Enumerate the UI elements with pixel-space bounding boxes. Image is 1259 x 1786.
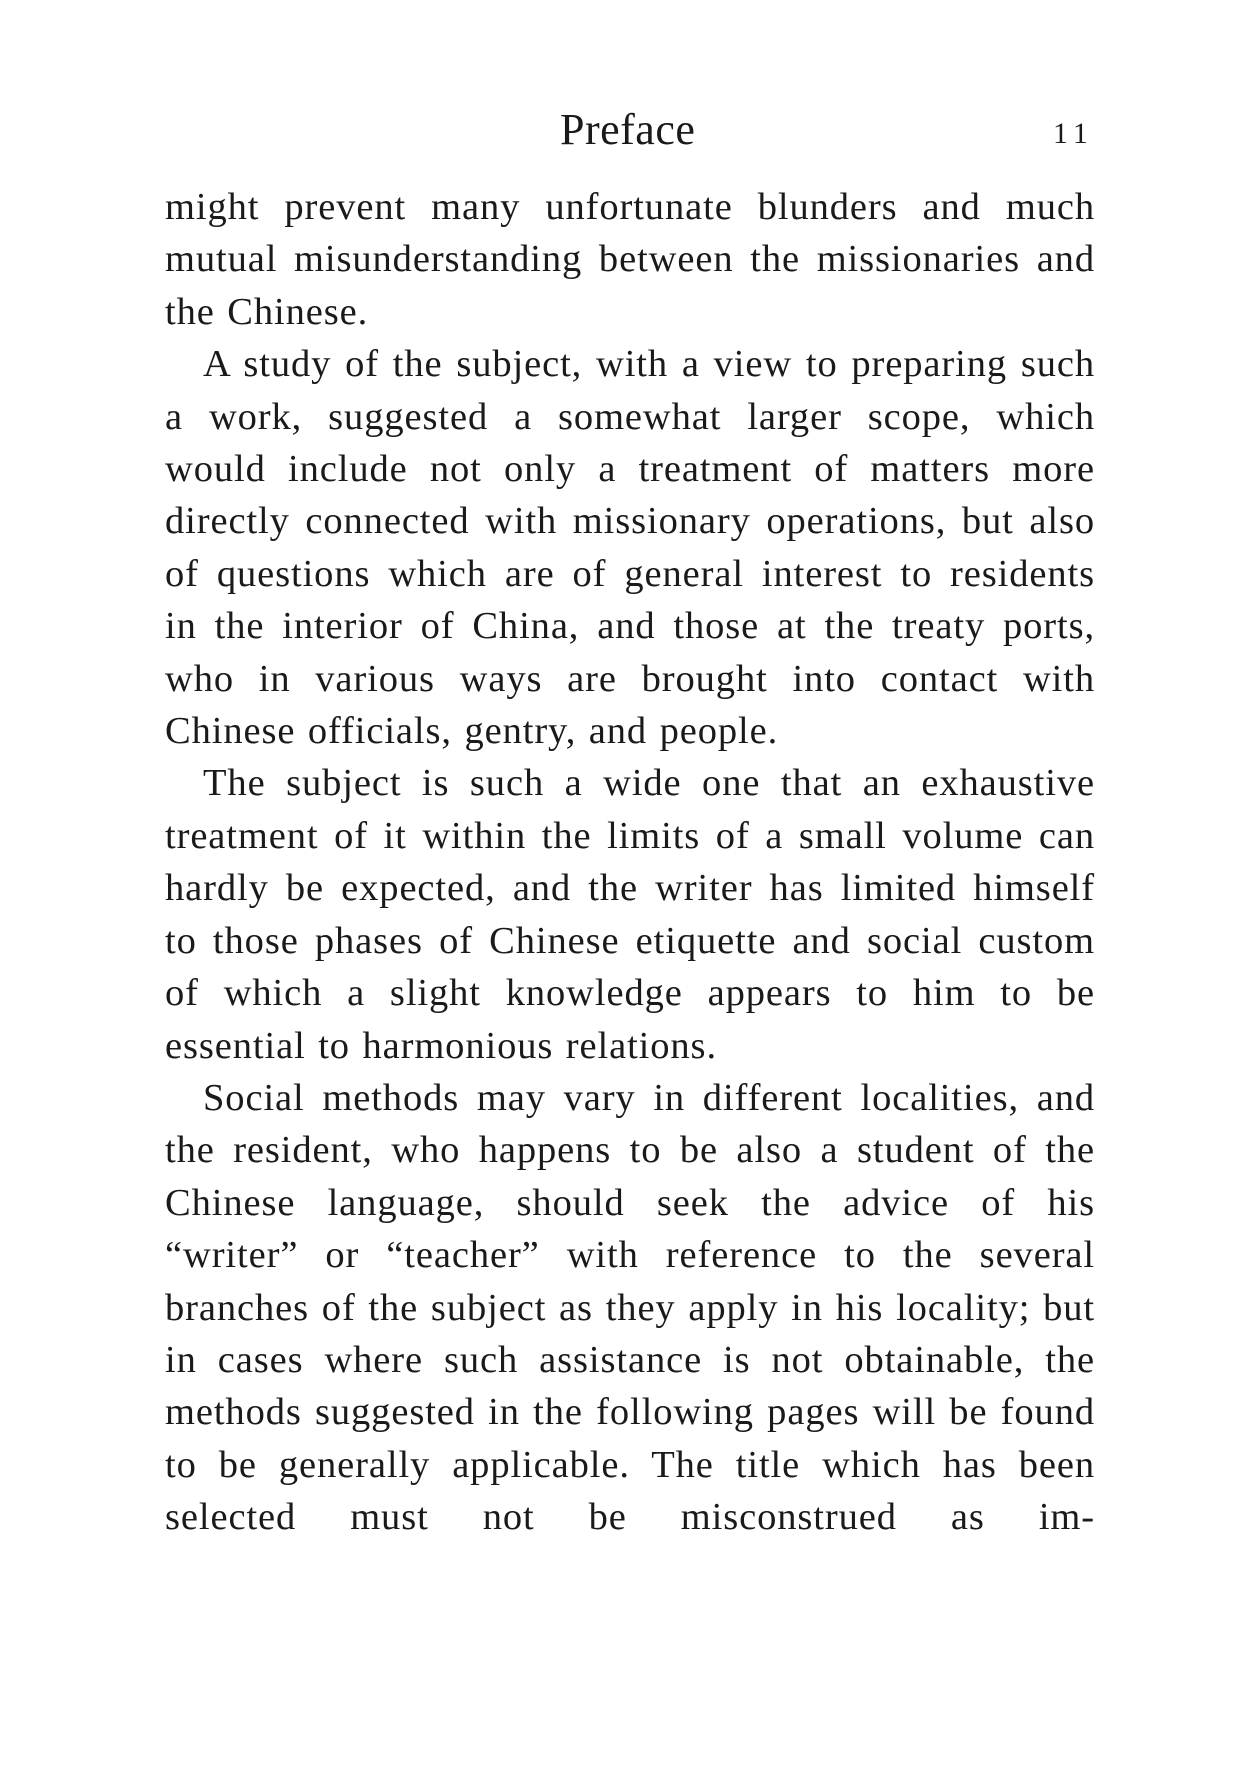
- running-head: [0, 100, 1259, 160]
- paragraph-4: Social methods may vary in different localities, and the resident, who happens to be also a student of the Chinese language, should seek the advice of his “writer” or “teacher” with reference to the several branches of the subject as they apply in his locality; but in cases where such assistance is not obtainable, the methods suggested in the following pages will be found to be generally applicable. The title which has been selected must not be misconstrued as im-: [165, 1076, 1095, 1539]
- body-text: [165, 181, 1095, 1544]
- paragraph-2: A study of the subject, with a view to preparing such a work, suggested a somewhat larger scope, which would include not only a treatment of matters more directly connected with missionary operations, but also of questions which are of general interest to residents in the interior of China, and those at the treaty ports, who in various ways are brought into contact with Chinese officials, gentry, and people.: [165, 343, 1095, 753]
- running-title: Preface: [560, 105, 696, 154]
- page-number: 11: [1053, 117, 1094, 150]
- paragraph-3: The subject is such a wide one that an exhaustive treatment of it within the limits of a small volume can hardly be expected, and the writer has limited himself to those phases of Chinese etiquette and social custom of which a slight knowledge appears to him to be essential to harmonious relations.: [165, 762, 1095, 1067]
- paragraph-1: might prevent many unfortunate blunders and much mutual misunderstanding between the missionaries and the Chinese.: [165, 186, 1095, 333]
